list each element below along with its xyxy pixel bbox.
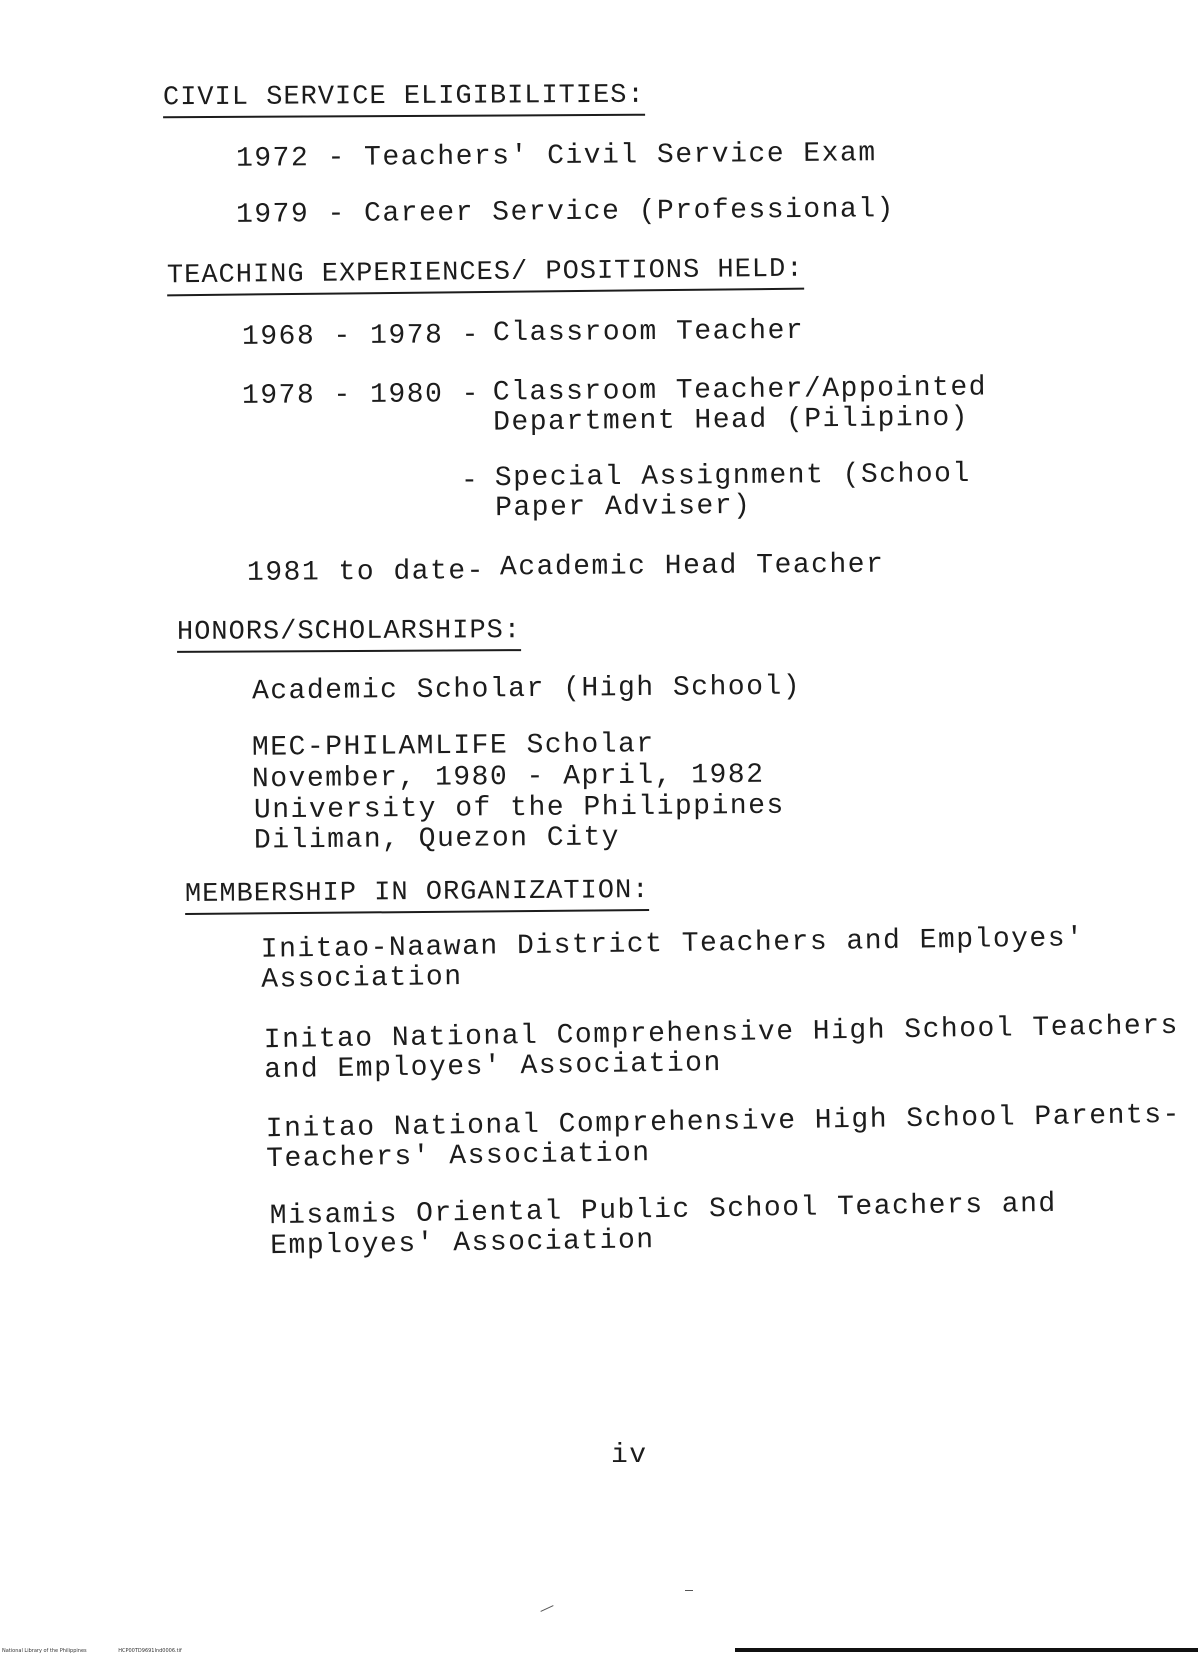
scan-speck <box>685 1590 693 1591</box>
honors-item: MEC-PHILAMLIFE Scholar <box>251 729 655 764</box>
teaching-heading: TEACHING EXPERIENCES/ POSITIONS HELD: <box>167 255 804 297</box>
civil-service-heading: CIVIL SERVICE ELIGIBILITIES: <box>163 81 645 119</box>
civil-service-item: 1972 - Teachers' Civil Service Exam <box>235 138 877 175</box>
scan-edge-bar <box>735 1648 1198 1652</box>
honors-item: Academic Scholar (High School) <box>251 671 802 708</box>
scan-speck <box>540 1605 553 1612</box>
honors-item: Diliman, Quezon City <box>253 822 621 857</box>
teaching-years: 1981 to date- <box>246 556 486 589</box>
membership-item-line: Misamis Oriental Public School Teachers and <box>269 1188 1057 1233</box>
membership-heading: MEMBERSHIP IN ORGANIZATION: <box>185 876 650 915</box>
footer-file-id: HCP00TD9691Ind0006.tif <box>118 1648 182 1654</box>
teaching-position: Academic Head Teacher <box>499 549 885 584</box>
honors-heading: HONORS/SCHOLARSHIPS: <box>177 616 521 653</box>
membership-item <box>266 1101 1182 1175</box>
honors-item: University of the Philippines <box>253 790 785 827</box>
teaching-position <box>495 460 971 524</box>
page-number: iv <box>611 1440 648 1471</box>
teaching-position-line: Department Head (Pilipino) <box>493 402 970 439</box>
teaching-position <box>493 373 988 438</box>
civil-service-item: 1979 - Career Service (Professional) <box>235 194 896 231</box>
footer-library: National Library of the Philippines <box>2 1648 87 1654</box>
teaching-years: - <box>461 466 480 497</box>
membership-item-line: Employes' Association <box>270 1225 655 1263</box>
membership-item <box>264 1012 1180 1086</box>
scan-footer <box>2 1648 212 1654</box>
membership-item <box>270 1190 1058 1262</box>
membership-item-line: Teachers' Association <box>266 1138 651 1176</box>
teaching-position-line: Paper Adviser) <box>495 490 752 525</box>
membership-item-line: Initao-Naawan District Teachers and Employes' <box>260 923 1085 966</box>
teaching-position-line: Classroom Teacher/Appointed <box>492 372 988 409</box>
honors-item: November, 1980 - April, 1982 <box>251 759 765 796</box>
teaching-position: Classroom Teacher <box>492 315 805 350</box>
membership-item <box>261 924 1085 995</box>
membership-item-line: Initao National Comprehensive High School Teachers <box>263 1010 1180 1057</box>
teaching-position-line: Special Assignment (School <box>494 458 971 495</box>
membership-item-line: and Employes' Association <box>264 1048 723 1087</box>
teaching-years: 1968 - 1978 - <box>241 320 481 353</box>
membership-item-line: Initao National Comprehensive High School Parents- <box>265 1099 1182 1146</box>
membership-item-line: Association <box>261 961 463 996</box>
teaching-years: 1978 - 1980 - <box>241 379 481 412</box>
